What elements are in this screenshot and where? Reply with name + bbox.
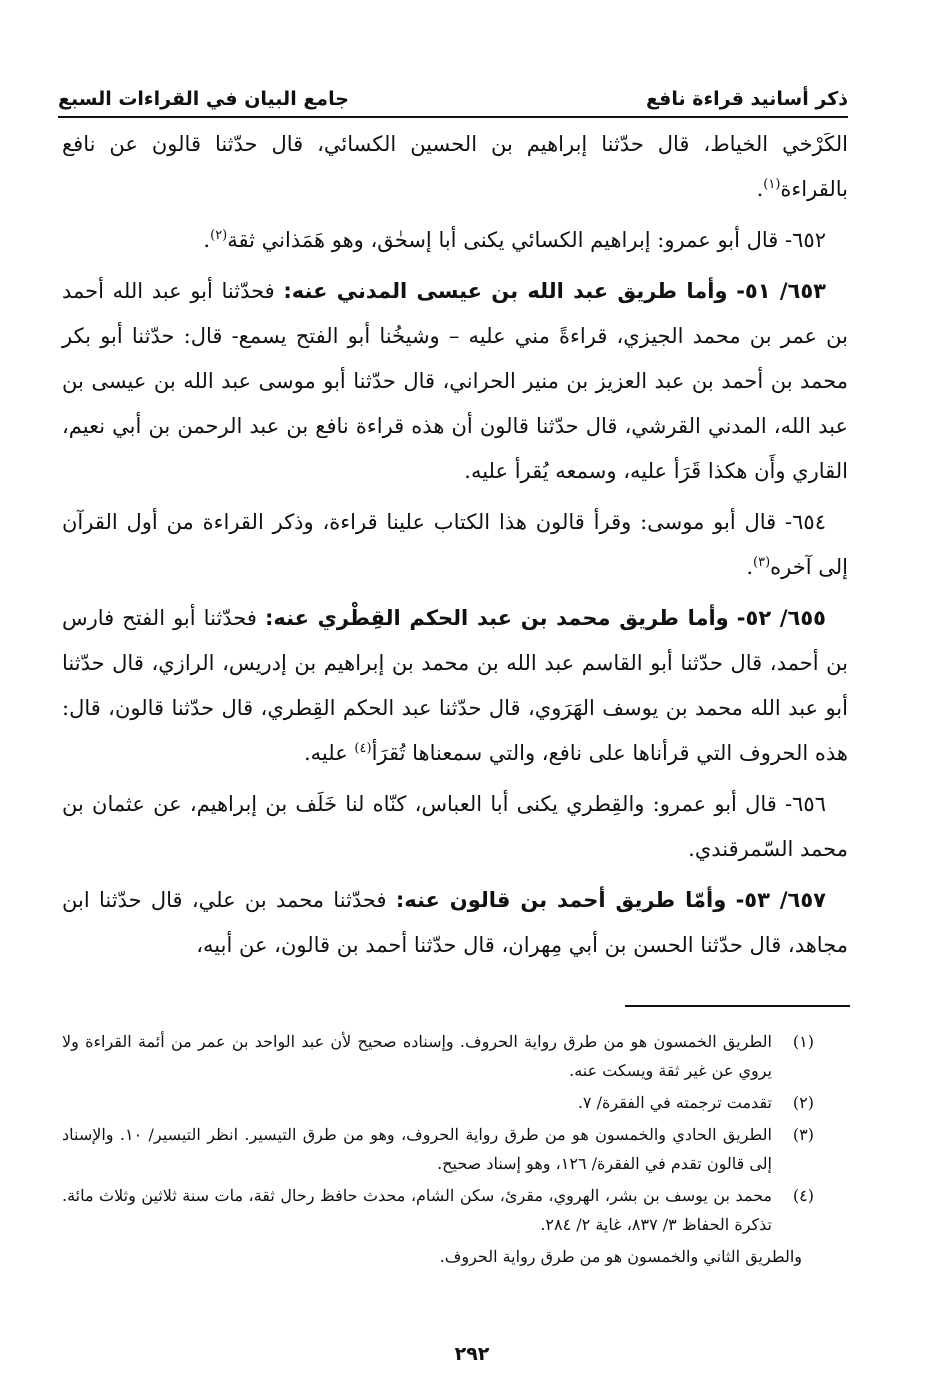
- paragraph-end: .: [756, 177, 764, 201]
- footnote-marker: (١): [792, 1032, 814, 1051]
- main-text: [62, 122, 848, 974]
- paragraph-number: ٦٥٥/ ٥٢-: [736, 606, 826, 630]
- footnote-divider: [625, 1005, 850, 1007]
- header-divider: [58, 116, 848, 118]
- paragraph-text: فحدّثنا أبو الفتح فارس بن أحمد، قال حدّثنا أبو القاسم عبد الله بن محمد بن إبراهيم بن إدريس، الرازي، قال حدّثنا أبو عبد الله محمد بن يوسف الهَرَوي، قال حدّثنا عبد الحكم القِطري، قال حدّثنا قالون، قال: هذه الحروف التي قرأناها على نافع، والتي سمعناها تُقرَأ: [62, 606, 848, 765]
- footnote-text: الطريق الحادي والخمسون هو من طرق رواية الحروف، وهو من طرق التيسير. انظر التيسير/ ١٠. والإسناد إلى قالون تقدم في الفقرة/ ١٢٦، وهو إسناد صحيح.: [62, 1125, 773, 1173]
- paragraph-text: قال أبو موسى: وقرأ قالون هذا الكتاب علينا قراءة، وذكر القراءة من أول القرآن إلى آخره: [62, 510, 848, 579]
- paragraph-text: فحدّثنا أبو عبد الله أحمد بن عمر بن محمد الجيزي، قراءةً مني عليه – وشيخُنا أبو الفتح يسمع- قال: حدّثنا أبو بكر محمد بن أحمد بن عبد العزيز بن منير الحراني، قال حدّثنا أبو موسى عبد الله بن عيسى بن عبد الله، المدني القرشي، قال حدّثنا قالون أن هذه قراءة نافع بن عبد الرحمن بن أبي نعيم، القاري وأَن هكذا قَرَأ عليه، وسمعه يُقرأ عليه.: [62, 279, 848, 483]
- footnote-text: الطريق الخمسون هو من طرق رواية الحروف. وإسناده صحيح لأن عبد الواحد بن عمر من أئمة القراءة ولا يروي عن غير ثقة ويسكت عنه.: [62, 1032, 772, 1080]
- running-header: [58, 76, 848, 110]
- footnote-ref: (٤): [354, 741, 372, 756]
- chapter-title: ذكر أسانيد قراءة نافع: [645, 88, 848, 110]
- page-number: ٢٩٢: [454, 1343, 490, 1365]
- footnote-item: [62, 1120, 814, 1178]
- footnote-item: [62, 1181, 814, 1239]
- paragraph-end: .: [203, 228, 211, 252]
- paragraph-text: قال أبو عمرو: إبراهيم الكسائي يكنى أبا إسحٰق، وهو هَمَذاني ثقة: [227, 228, 779, 252]
- footnote-continuation: والطريق الثاني والخمسون هو من طرق رواية الحروف.: [439, 1247, 802, 1266]
- section-heading: وأما طريق محمد بن عبد الحكم القِطْري عنه:: [264, 606, 729, 630]
- paragraph-number: ٦٥٦-: [785, 792, 826, 816]
- footnote-text: تقدمت ترجمته في الفقرة/ ٧.: [577, 1093, 772, 1112]
- footnote-marker: (٣): [792, 1125, 814, 1144]
- paragraph-continuation: [62, 122, 848, 212]
- book-title: جامع البيان في القراءات السبع: [58, 88, 349, 110]
- footnote-item: [62, 1027, 814, 1085]
- paragraph-number: ٦٥٤-: [785, 510, 826, 534]
- paragraph-number: ٦٥٧/ ٥٣-: [735, 888, 826, 912]
- footnote-ref: (١): [763, 177, 781, 192]
- paragraph-text: الكَرْخي الخياط، قال حدّثنا إبراهيم بن الحسين الكسائي، قال حدّثنا قالون عن نافع بالقراءة: [62, 132, 848, 201]
- paragraph-657: [62, 878, 848, 968]
- section-heading: وأمّا طريق أحمد بن قالون عنه:: [395, 888, 727, 912]
- paragraph-654: [62, 500, 848, 590]
- paragraph-655: [62, 596, 848, 776]
- paragraph-656: [62, 782, 848, 872]
- footnotes: [62, 1027, 814, 1271]
- footnote-item: [62, 1088, 814, 1117]
- paragraph-end: عليه.: [303, 741, 355, 765]
- paragraph-number: ٦٥٢-: [785, 228, 826, 252]
- footnote-marker: (٢): [792, 1093, 814, 1112]
- paragraph-number: ٦٥٣/ ٥١-: [736, 279, 826, 303]
- paragraph-653: [62, 269, 848, 494]
- paragraph-end: .: [746, 555, 754, 579]
- section-heading: وأما طريق عبد الله بن عيسى المدني عنه:: [283, 279, 728, 303]
- footnote-text: محمد بن يوسف بن بشر، الهروي، مقرئ، سكن الشام، محدث حافظ رحال ثقة، مات سنة ثلاثين وثلاث مائة. تذكرة الحفاظ ٣/ ٨٣٧، غاية ٢/ ٢٨٤.: [62, 1186, 772, 1234]
- footnote-ref: (٣): [753, 555, 771, 570]
- paragraph-text: فحدّثنا محمد بن علي، قال حدّثنا ابن مجاهد، قال حدّثنا الحسن بن أبي مِهران، قال حدّثنا أحمد بن قالون، عن أبيه،: [62, 888, 848, 957]
- paragraph-652: [62, 218, 848, 263]
- footnote-ref: (٢): [210, 228, 228, 243]
- footnote-marker: (٤): [792, 1186, 814, 1205]
- paragraph-text: قال أبو عمرو: والقِطري يكنى أبا العباس، كنّاه لنا خَلَف بن إبراهيم، عن عثمان بن محمد السّمرقندي.: [62, 792, 848, 861]
